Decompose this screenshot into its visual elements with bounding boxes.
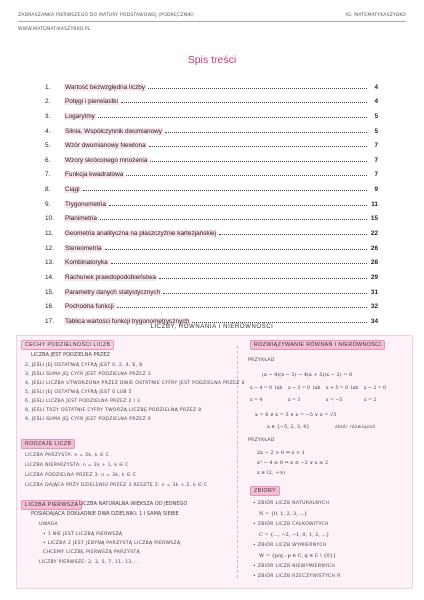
list-item: 2, JEŚLI JEJ OSTATNIĄ CYFRĄ JEST 0, 2, 4, 6, 8 bbox=[25, 363, 143, 368]
toc-entry-page: 15 bbox=[370, 215, 378, 223]
toc-entry-page: 4 bbox=[374, 98, 378, 106]
list-item: 8, JEŚLI TRZY OSTATNIE CYFRY TWORZĄ LICZBĘ PODZIELNĄ PRZEZ 8 bbox=[25, 408, 202, 413]
prime-definition-line2: POSIADAJĄCA DOKŁADNIE DWA DZIELNIKI: 1 I SAMĄ SIEBIE bbox=[31, 511, 179, 517]
list-item: 3, JEŚLI SUMA JEJ CYFR JEST PODZIELNA PRZEZ 3 bbox=[25, 372, 151, 377]
toc-entry-page: 28 bbox=[370, 259, 378, 267]
equation-case: lub bbox=[275, 386, 283, 391]
toc-entry[interactable] bbox=[45, 252, 378, 267]
equation-case: x + 5 = 0 bbox=[326, 386, 348, 391]
list-item: 9, JEŚLI SUMA JEJ CYFR JEST PODZIELNA PRZEZ 9 bbox=[25, 417, 151, 422]
list-item: 5, JEŚLI JEJ OSTATNIĄ CYFRĄ JEST 0 LUB 5 bbox=[25, 390, 132, 395]
list-item: W = {p/q : p ∈ C, q ∈ C \ {0}} bbox=[259, 553, 337, 559]
example-solution-set: x ∈ {−5, 2, 3, 4} bbox=[267, 424, 310, 430]
list-item: LICZBA PODZIELNA PRZEZ 3: n = 3k, k ∈ C bbox=[25, 473, 137, 478]
toc-dot-leader bbox=[219, 234, 367, 235]
toc-dot-leader bbox=[100, 219, 367, 220]
toc-entry-label: Potęgi i pierwiastki bbox=[65, 98, 118, 106]
equation-case: x = 2 bbox=[364, 398, 377, 403]
list-item: • LICZBA 2 JEST JEDYNĄ PARZYSTĄ LICZBĄ PIERWSZĄ bbox=[43, 541, 181, 546]
header-right-handle: IG: MATEMATYKASZYBKO bbox=[345, 13, 406, 18]
equation-case: lub bbox=[313, 386, 321, 391]
toc-entry-label: Wzór dwumianowy Newtona bbox=[65, 142, 146, 150]
toc-entry-page: 29 bbox=[370, 273, 378, 281]
toc-entry-page: 11 bbox=[371, 200, 378, 208]
toc-dot-leader bbox=[105, 249, 367, 250]
toc-entry-label: Kombinatoryka bbox=[65, 259, 108, 267]
prime-number-pill: LICZBA PIERWSZA bbox=[21, 500, 82, 510]
toc-dot-leader bbox=[150, 161, 367, 162]
list-item: LICZBA PARZYSTA: n = 2k, k ∈ C bbox=[25, 453, 110, 458]
list-item: 2x − 2 > 0 ⇒ x > 1 bbox=[257, 450, 305, 456]
toc-entry-number: 3. bbox=[45, 112, 51, 120]
toc-entry-number: 15. bbox=[45, 288, 54, 296]
toc-entry-page: 34 bbox=[370, 317, 378, 325]
sets-pill: ZBIORY bbox=[250, 486, 280, 496]
toc-dot-leader bbox=[148, 88, 367, 89]
toc-entry-number: 13. bbox=[45, 259, 54, 267]
toc-entry-label: Wzory skróconego mnożenia bbox=[65, 156, 148, 164]
toc-entry-label: Logarytmy bbox=[65, 112, 95, 120]
toc-entry-number: 7. bbox=[45, 171, 51, 179]
number-types-pill: RODZAJE LICZB bbox=[21, 439, 75, 449]
toc-title: Spis treści bbox=[187, 54, 237, 66]
toc-entry[interactable] bbox=[45, 237, 378, 252]
header-left-title: ZADRASZANKA PIERWSZEGO DO MATURY PODSTAWOWEJ (PODRĘCZNIK) bbox=[18, 13, 194, 18]
toc-entry[interactable] bbox=[45, 208, 378, 223]
toc-entry-number: 16. bbox=[45, 303, 54, 311]
toc-entry-page: 4 bbox=[374, 83, 378, 91]
toc-entry-label: Funkcja kwadratowa bbox=[65, 171, 124, 179]
toc-entry[interactable] bbox=[45, 266, 378, 281]
example-label-2: PRZYKŁAD bbox=[248, 438, 275, 443]
table-of-contents bbox=[45, 76, 378, 325]
divisibility-pill: CECHY PODZIELNOŚCI LICZB bbox=[21, 340, 114, 350]
toc-entry[interactable] bbox=[45, 105, 378, 120]
toc-entry-number: 4. bbox=[45, 127, 51, 135]
toc-entry[interactable] bbox=[45, 135, 378, 150]
toc-entry[interactable] bbox=[45, 193, 378, 208]
equation-case: x = 4 bbox=[250, 398, 263, 403]
toc-entry-label: Stereometria bbox=[65, 244, 102, 252]
toc-dot-leader bbox=[83, 190, 367, 191]
toc-entry-label: Geometria analityczna na płaszczyźnie kartezjańskiej bbox=[65, 230, 216, 238]
toc-entry[interactable] bbox=[45, 222, 378, 237]
toc-entry-number: 5. bbox=[45, 142, 51, 150]
list-item: LICZBA NIEPARZYSTA: n = 2k + 1, k ∈ C bbox=[25, 463, 129, 468]
toc-entry-label: Wartość bezwzględna liczby bbox=[65, 83, 146, 91]
toc-entry-label: Tablica wartości funkcji trygonometrycznych bbox=[65, 317, 189, 325]
header-rule bbox=[18, 21, 406, 22]
toc-entry-label: Planimetria bbox=[65, 215, 97, 223]
divisibility-subtitle: LICZBA JEST PODZIELNA PRZEZ bbox=[31, 352, 110, 358]
toc-dot-leader bbox=[121, 102, 367, 103]
toc-entry-page: 9 bbox=[374, 186, 378, 194]
toc-entry[interactable] bbox=[45, 91, 378, 106]
toc-entry[interactable] bbox=[45, 164, 378, 179]
toc-entry-label: Ciągi bbox=[65, 186, 80, 194]
toc-dot-leader bbox=[109, 205, 367, 206]
toc-entry-label: Pochodna funkcji bbox=[65, 303, 114, 311]
toc-entry-number: 17. bbox=[45, 317, 54, 325]
list-item: C = {..., −2, −1, 0, 1, 2, ...} bbox=[259, 532, 330, 538]
example-formula: (x − 4)(x − 3) − 4(x + 5)(x − 2) = 0 bbox=[262, 372, 353, 378]
toc-entry-number: 10. bbox=[45, 215, 54, 223]
toc-entry-label: Silnia. Współczynnik dwumianowy bbox=[65, 127, 162, 135]
toc-entry[interactable] bbox=[45, 310, 378, 325]
toc-entry-label: Trygonometria bbox=[65, 200, 106, 208]
toc-entry-number: 11. bbox=[45, 230, 54, 238]
toc-entry-number: 14. bbox=[45, 273, 54, 281]
list-item: x² − 4 ≥ 0 ⇒ x ≤ −2 ∨ x ≥ 2 bbox=[257, 460, 329, 466]
toc-entry-page: 32 bbox=[370, 303, 378, 311]
toc-entry-number: 6. bbox=[45, 156, 51, 164]
toc-entry-label: Rachunek prawdopodobieństwa bbox=[65, 273, 156, 281]
toc-entry[interactable] bbox=[45, 76, 378, 91]
equation-case: x − 3 = 0 bbox=[288, 386, 310, 391]
toc-entry-number: 12. bbox=[45, 244, 54, 252]
toc-entry-number: 1. bbox=[45, 83, 51, 91]
toc-entry-number: 2. bbox=[45, 98, 51, 106]
example-note: zbiór rozwiązań bbox=[335, 425, 376, 430]
list-item: • 1 NIE JEST LICZBĄ PIERWSZĄ bbox=[43, 532, 123, 537]
example-extra: x = 6 ∨ x = 3 ∨ x = −5 ∨ x = √3 bbox=[255, 412, 337, 418]
toc-dot-leader bbox=[117, 307, 367, 308]
toc-entry[interactable] bbox=[45, 178, 378, 193]
toc-entry-page: 7 bbox=[374, 142, 378, 150]
list-item: UWAGA bbox=[39, 522, 58, 527]
toc-entry[interactable] bbox=[45, 120, 378, 135]
toc-entry-page: 26 bbox=[370, 244, 378, 252]
list-item: LICZBA DAJĄCA PRZY DZIELENIU PRZEZ 3 RESZTĘ 2: n = 3k + 2, k ∈ C bbox=[25, 483, 208, 488]
equation-case: x − 4 = 0 bbox=[250, 386, 272, 391]
list-item: • ZBIÓR LICZB NIEWYMIERNYCH bbox=[253, 564, 336, 569]
toc-entry-page: 5 bbox=[374, 112, 378, 120]
list-item: 6, JEŚLI LICZBA JEST PODZIELNA PRZEZ 2 I 3 bbox=[25, 399, 141, 404]
toc-dot-leader bbox=[163, 293, 367, 294]
toc-entry-page: 7 bbox=[374, 156, 378, 164]
toc-dot-leader bbox=[98, 117, 367, 118]
toc-dot-leader bbox=[165, 132, 367, 133]
equations-pill: ROZWIĄZYWANIE RÓWNAŃ I NIERÓWNOŚCI bbox=[250, 340, 385, 350]
list-item: • ZBIÓR LICZB CAŁKOWITYCH bbox=[253, 522, 329, 527]
example-label: PRZYKŁAD bbox=[248, 358, 275, 363]
toc-entry-page: 22 bbox=[370, 230, 378, 238]
equation-case: x − 2 = 0 bbox=[364, 386, 386, 391]
toc-entry[interactable] bbox=[45, 296, 378, 311]
list-item: LICZBY PIERWSZE: 2, 3, 5, 7, 11, 13, ... bbox=[39, 560, 141, 565]
list-item: • ZBIÓR LICZB WYMIERNYCH bbox=[253, 543, 327, 548]
list-item: • ZBIÓR LICZB NATURALNYCH bbox=[253, 501, 330, 506]
equation-case: lub bbox=[351, 386, 359, 391]
toc-entry-page: 5 bbox=[374, 127, 378, 135]
list-item: N = {0, 1, 2, 3, ...} bbox=[259, 511, 308, 517]
toc-entry-number: 8. bbox=[45, 186, 51, 194]
toc-dot-leader bbox=[126, 175, 367, 176]
toc-entry-page: 7 bbox=[374, 171, 378, 179]
toc-entry-number: 9. bbox=[45, 200, 51, 208]
toc-dot-leader bbox=[111, 263, 367, 264]
list-item: 4, JEŚLI LICZBA UTWORZONA PRZEZ DWIE OSTATNIE CYFRY JEST PODZIELNA PRZEZ 4 bbox=[25, 381, 245, 386]
prime-definition-line1: LICZBA NATURALNA WIĘKSZA OD JEDNEGO bbox=[79, 501, 188, 507]
toc-dot-leader bbox=[159, 278, 367, 279]
toc-entry-label: Parametry danych statystycznych bbox=[65, 288, 161, 296]
list-item: CHCEMY LICZBĘ PIERWSZĄ PARZYSTĄ bbox=[43, 550, 140, 555]
list-item: x ∈ ⟨2, +∞) bbox=[257, 470, 286, 476]
toc-dot-leader bbox=[149, 146, 367, 147]
equation-case: x = 3 bbox=[288, 398, 301, 403]
toc-entry[interactable] bbox=[45, 281, 378, 296]
equation-case: x = −5 bbox=[326, 398, 343, 403]
header-website: WWW.MATEMATIKASZYBKO.PL bbox=[18, 27, 91, 32]
toc-dot-leader bbox=[192, 322, 367, 323]
toc-entry[interactable] bbox=[45, 149, 378, 164]
summary-panel bbox=[16, 335, 413, 589]
toc-entry-page: 31 bbox=[370, 288, 378, 296]
list-item: • ZBIÓR LICZB RZECZYWISTYCH R bbox=[253, 574, 341, 579]
section-title: LICZBY, RÓWNANIA I NIERÓWNOŚCI bbox=[150, 324, 274, 330]
